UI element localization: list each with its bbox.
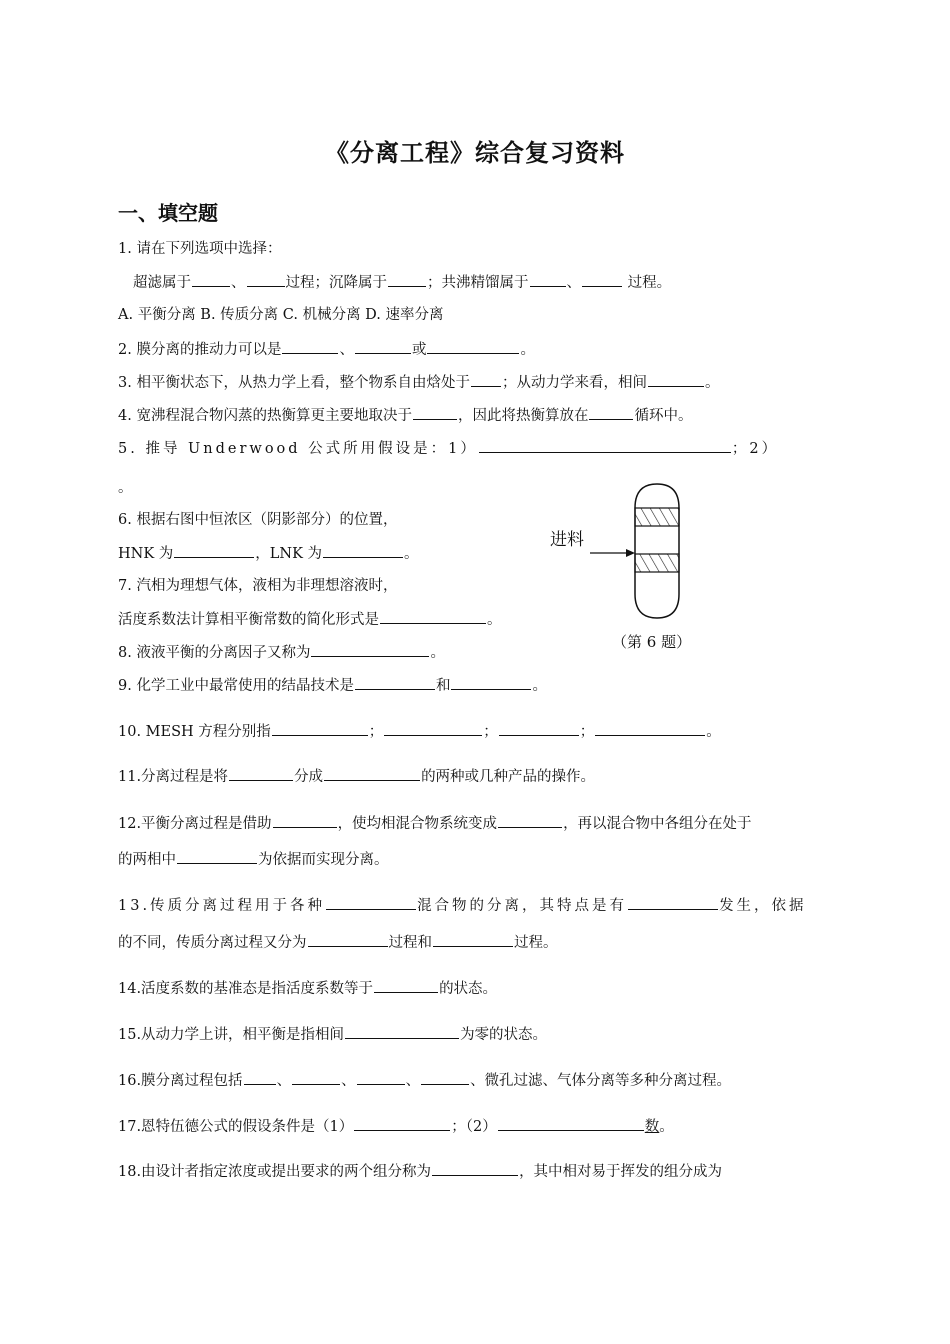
feed-arrow-icon xyxy=(626,549,635,557)
blank[interactable] xyxy=(384,721,482,736)
blank[interactable] xyxy=(273,813,337,828)
question-17: 17.恩特伍德公式的假设条件是（1） ；（2） 数。 xyxy=(118,1116,674,1137)
blank[interactable] xyxy=(432,1161,518,1176)
blank[interactable] xyxy=(589,405,633,420)
question-7-intro: 7. 汽相为理想气体，液相为非理想溶液时， xyxy=(118,578,398,594)
blank[interactable] xyxy=(471,372,501,387)
question-6-intro: 6. 根据右图中恒浓区（阴影部分）的位置， xyxy=(118,512,398,528)
question-12-line-1: 12.平衡分离过程是借助 ，使均相混合物系统变成 ，再以混合物中各组分在处于 xyxy=(118,813,752,834)
blank[interactable] xyxy=(498,1116,644,1131)
question-10: 10. MESH 方程分别指 ； ； ； 。 xyxy=(118,721,721,742)
feed-label: 进料 xyxy=(550,530,584,550)
question-13-line-2: 的不同，传质分离过程又分为 过程和 过程。 xyxy=(118,932,558,953)
blank[interactable] xyxy=(530,272,566,287)
question-6-blanks: HNK 为 ，LNK 为 。 xyxy=(118,543,419,564)
blank[interactable] xyxy=(427,339,519,354)
blank[interactable] xyxy=(628,895,718,910)
question-16: 16.膜分离过程包括 、 、 、 、微孔过滤、气体分离等多种分离过程。 xyxy=(118,1070,731,1091)
blank[interactable] xyxy=(595,721,705,736)
blank[interactable] xyxy=(479,438,731,453)
blank[interactable] xyxy=(244,1070,276,1085)
blank[interactable] xyxy=(174,543,254,558)
constant-concentration-zone-lower xyxy=(635,554,679,572)
blank[interactable] xyxy=(451,675,531,690)
blank[interactable] xyxy=(272,721,368,736)
question-7-blank: 活度系数法计算相平衡常数的简化形式是 。 xyxy=(118,609,502,630)
blank[interactable] xyxy=(177,849,257,864)
question-1-blanks: 超滤属于 、 过程；沉降属于 ；共沸精馏属于 、 过程。 xyxy=(133,272,671,293)
blank[interactable] xyxy=(498,813,562,828)
blank[interactable] xyxy=(388,272,426,287)
blank[interactable] xyxy=(282,339,338,354)
question-2: 2. 膜分离的推动力可以是 、 或 。 xyxy=(118,339,535,360)
question-15: 15.从动力学上讲，相平衡是指相间 为零的状态。 xyxy=(118,1024,547,1045)
blank[interactable] xyxy=(413,405,457,420)
question-14: 14.活度系数的基准态是指活度系数等于 的状态。 xyxy=(118,978,497,999)
section-heading: 一、填空题 xyxy=(118,201,218,225)
question-5: 5. 推导 Underwood 公式所用假设是：1） ；2） xyxy=(118,438,779,459)
blank[interactable] xyxy=(324,766,420,781)
blank[interactable] xyxy=(292,1070,340,1085)
blank[interactable] xyxy=(326,895,416,910)
blank[interactable] xyxy=(433,932,513,947)
blank[interactable] xyxy=(648,372,704,387)
question-9: 9. 化学工业中最常使用的结晶技术是 和 。 xyxy=(118,675,547,696)
blank[interactable] xyxy=(192,272,230,287)
question-8: 8. 液液平衡的分离因子又称为 。 xyxy=(118,642,445,663)
column-body xyxy=(635,484,679,618)
figure-caption: （第 6 题） xyxy=(612,633,692,651)
blank[interactable] xyxy=(311,642,429,657)
blank[interactable] xyxy=(345,1024,459,1039)
blank[interactable] xyxy=(247,272,285,287)
constant-concentration-zone-upper xyxy=(635,508,679,526)
blank[interactable] xyxy=(229,766,293,781)
blank[interactable] xyxy=(380,609,486,624)
question-5-end: 。 xyxy=(118,480,133,496)
question-1-intro: 1. 请在下列选项中选择： xyxy=(118,241,282,257)
blank[interactable] xyxy=(308,932,388,947)
blank[interactable] xyxy=(357,1070,405,1085)
question-13-line-1: 13.传质分离过程用于各种 混合物的分离，其特点是有 发生，依据 xyxy=(118,895,807,916)
question-3: 3. 相平衡状态下，从热力学上看，整个物系自由焓处于 ；从动力学来看，相间 。 xyxy=(118,372,719,393)
question-11: 11.分离过程是将 分成 的两种或几种产品的操作。 xyxy=(118,766,595,787)
blank[interactable] xyxy=(354,1116,450,1131)
question-1-options: A. 平衡分离 B. 传质分离 C. 机械分离 D. 速率分离 xyxy=(118,307,444,323)
question-4: 4. 宽沸程混合物闪蒸的热衡算更主要地取决于 ，因此将热衡算放在 循环中。 xyxy=(118,405,692,426)
question-18: 18.由设计者指定浓度或提出要求的两个组分称为 ，其中相对易于挥发的组分成为 xyxy=(118,1161,722,1182)
blank[interactable] xyxy=(355,675,435,690)
blank[interactable] xyxy=(374,978,438,993)
document-title: 《分离工程》综合复习资料 xyxy=(325,138,625,167)
question-12-line-2: 的两相中 为依据而实现分离。 xyxy=(118,849,389,870)
blank[interactable] xyxy=(355,339,411,354)
blank[interactable] xyxy=(323,543,403,558)
blank[interactable] xyxy=(421,1070,469,1085)
blank[interactable] xyxy=(582,272,622,287)
blank[interactable] xyxy=(499,721,579,736)
